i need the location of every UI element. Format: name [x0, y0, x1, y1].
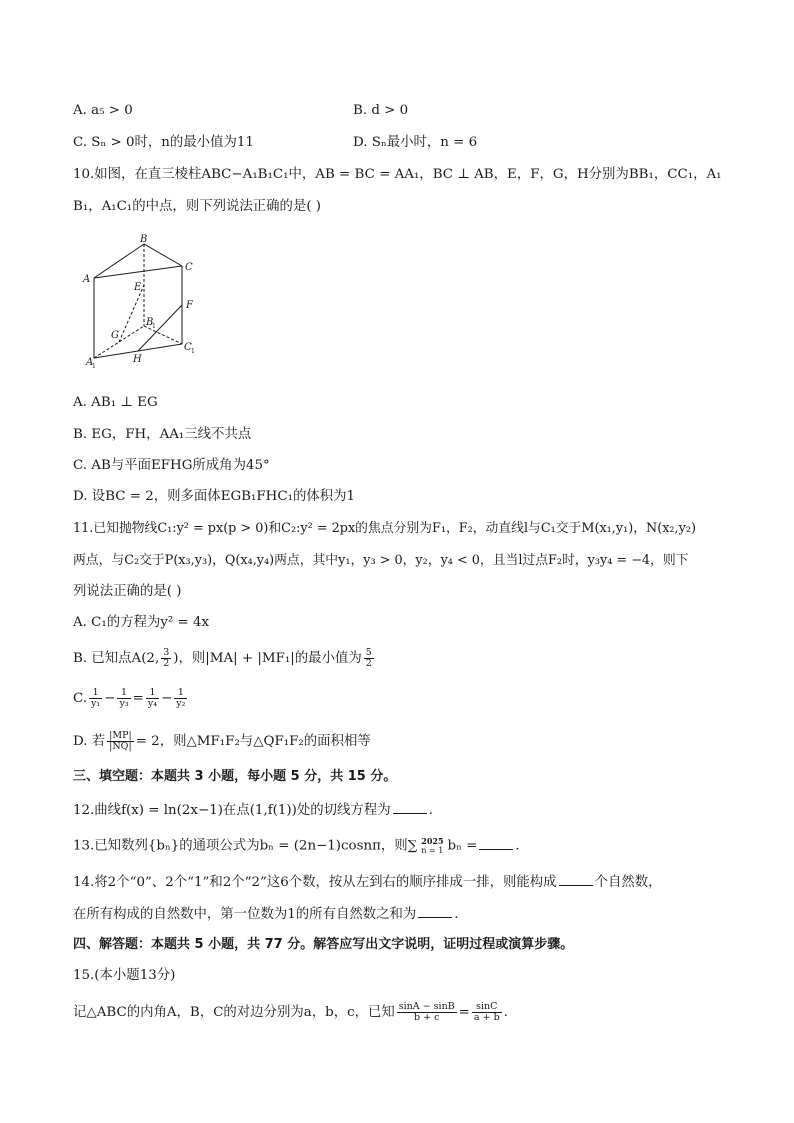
q12-answer-blank	[393, 801, 427, 814]
q11-stem-line2: 两点，与C₂交于P(x₃,y₃)，Q(x₄,y₄)两点，其中y₁，y₃ > 0，y₂，y₄ < 0，且当l过点F₂时，y₃y₄ = −4，则下	[73, 553, 689, 568]
q15-title: 15.(本小题13分)	[73, 968, 176, 983]
q13: 13.已知数列{bₙ}的通项公式为bₙ = (2n−1)cosnπ，则∑ 2025 n = 1 bₙ = .	[73, 836, 520, 855]
q11-b-post: )，则|MA| + |MF₁|的最小值为	[173, 651, 362, 666]
prism-figure	[80, 234, 206, 370]
q11-stem-line1: 11.已知抛物线C₁:y² = px(p > 0)和C₂:y² = 2px的焦点分别为F₁，F₂，动直线l与C₁交于M(x₁,y₁)，N(x₂,y₂)	[73, 521, 696, 536]
q11-option-a: A. C₁的方程为y² = 4x	[73, 615, 210, 630]
q9-option-b: B. d > 0	[353, 103, 409, 118]
q11-option-c: C. $\frac{1}{\text{y₁}}$ − $\frac{1}{\text{y₃}}$ = $\frac{1}{\text{y₄}}$ − $\frac{1}{\text{y₂}}$	[73, 687, 186, 709]
q10-option-b: B. EG，FH，AA₁三线不共点	[73, 427, 252, 442]
sum-symbol: ∑	[407, 838, 418, 854]
q10-option-d: D. 设BC = 2，则多面体EGB₁FHC₁的体积为1	[73, 489, 356, 504]
q9-option-c: C. Sₙ > 0时，n的最小值为11	[73, 135, 254, 150]
q14-answer-blank-2	[418, 905, 452, 918]
q10-stem-line2: B₁，A₁C₁的中点，则下列说法正确的是( )	[73, 199, 322, 214]
q9-option-d: D. Sₙ最小时，n = 6	[353, 135, 478, 150]
q14-line1: 14.将2个“0”、2个“1”和2个“2”这6个数，按从左到右的顺序排成一排，则能构成 个自然数，	[73, 875, 662, 890]
q11-b-frac: $\frac{3}{2}$	[163, 647, 170, 669]
label-a1-sub: 1	[92, 363, 96, 370]
section-3-heading: 三、填空题：本题共 3 小题，每小题 5 分，共 15 分。	[73, 769, 397, 784]
label-f: F	[186, 300, 193, 311]
label-h: H	[133, 354, 142, 365]
q11-stem-line3: 列说法正确的是( )	[73, 584, 182, 599]
q10-option-a: A. AB₁ ⊥ EG	[73, 395, 158, 410]
q14-line2: 在所有构成的自然数中，第一位数为1的所有自然数之和为 .	[73, 907, 459, 922]
q9-option-a: A. a₅ > 0	[73, 103, 133, 118]
label-g: G	[111, 330, 119, 341]
q14-answer-blank-1	[559, 873, 593, 886]
label-b1-sub: 1	[152, 323, 156, 330]
q11-b-pre: B. 已知点A(2,	[73, 651, 160, 666]
label-c1: C	[184, 342, 192, 353]
label-c1-sub: 1	[191, 348, 195, 355]
q11-option-d: D. 若 $\frac{|MP|}{|NQ|}$ = 2，则△MF₁F₂与△QF₁F₂的面积相等	[73, 730, 371, 752]
label-a: A	[83, 274, 91, 285]
q11-b-answer-frac: $\frac{5}{2}$	[365, 647, 372, 669]
label-b: B	[140, 234, 148, 245]
section-4-heading: 四、解答题：本题共 5 小题，共 77 分。解答应写出文字说明，证明过程或演算步骤。	[73, 937, 574, 952]
q10-option-c: C. AB与平面EFHG所成角为45°	[73, 458, 270, 473]
label-a1: A	[86, 357, 94, 368]
q15-stem: 记△ABC的内角A，B，C的对边分别为a，b，c，已知 $\frac{\sin A - \sin B}{b + c}$ = $\frac{\sin C}{a + b}$ .	[73, 1001, 508, 1023]
q12: 12.曲线f(x) = ln(2x−1)在点(1,f(1))处的切线方程为 .	[73, 803, 433, 818]
label-b1: B	[146, 317, 154, 328]
q10-stem-line1: 10.如图，在直三棱柱ABC−A₁B₁C₁中，AB = BC = AA₁，BC ⊥ AB，E，F，G，H分别为BB₁，CC₁，A₁	[73, 167, 722, 182]
label-c: C	[185, 262, 193, 273]
label-e: E	[134, 282, 142, 293]
q11-option-b	[73, 648, 376, 669]
q13-answer-blank	[479, 837, 513, 850]
